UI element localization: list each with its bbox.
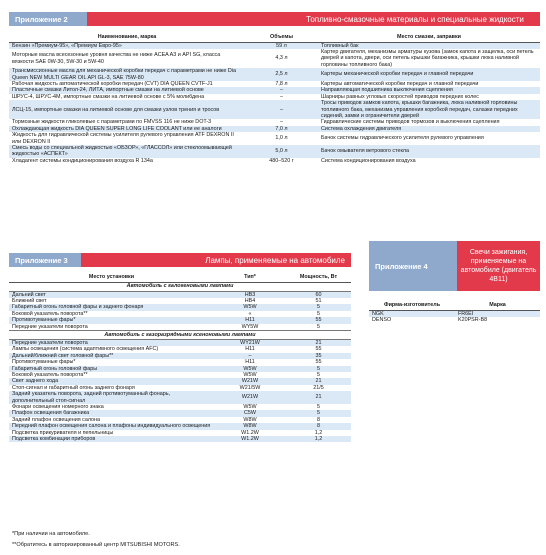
app3-cell: Фонари освещения номерного знака	[12, 404, 104, 410]
app3-cell: 1,2	[314, 429, 323, 436]
app3-cell: 21	[315, 378, 322, 385]
app3-cell: Противотуманные фары*	[12, 359, 76, 366]
app3-cell: Задний плафон освещения салона	[12, 416, 101, 423]
app3-cell: Свет заднего хода	[12, 378, 59, 385]
app2-cell: –	[280, 106, 283, 113]
app3-cell: W5W	[243, 404, 257, 410]
app3-cell: WY21W	[240, 339, 260, 346]
app3-header-place: Место установки	[9, 273, 214, 282]
app3-title: Лампы, применяемые на автомобиле	[81, 253, 351, 267]
app3-cell: W21/5W	[239, 384, 261, 391]
app3-cell: Лампы освещения (система адаптивного освещения AFC)	[12, 346, 159, 353]
app3-cell: H11	[245, 346, 255, 353]
app4-cell: FR6EI	[458, 310, 474, 317]
app2-cell: Картеры автоматической коробки передач и главной передачи	[321, 80, 479, 87]
app2-cell: –	[280, 119, 283, 126]
app2-cell: ЛСЦ-15, импортные смазки на литиевой основе для смазки узлов трения и тросов	[12, 106, 220, 113]
app3-cell: 1,2	[314, 436, 323, 443]
app2-header-name: Наименование, марка	[9, 33, 245, 42]
app2-table	[9, 33, 540, 164]
app2-cell: Рабочая жидкость автоматической коробки передач (CVT) DIA QUEEN CVTF-J1	[12, 80, 213, 87]
app3-cell: 55	[315, 359, 322, 366]
app3-table	[9, 273, 351, 442]
app2-label: Приложение 2	[9, 12, 87, 26]
app2-cell: 1,0 л	[275, 135, 288, 142]
app3-cell: «	[248, 310, 252, 317]
app3-cell: 21	[315, 339, 322, 346]
app3-cell: Противотуманные фары*	[12, 317, 76, 324]
app3-cell: 35	[315, 352, 322, 359]
app3-cell: Дальний свет	[12, 291, 46, 298]
app3-cell: 5	[317, 410, 320, 417]
app2-row	[9, 145, 540, 158]
app3-cell: Габаритный огонь головной фары	[12, 365, 98, 372]
app3-cell: 51	[315, 297, 322, 304]
app3-cell: Подсветка комбинации приборов	[12, 436, 96, 443]
app3-cell: Передний плафон освещения салона и плафоны индивидуального освещения	[12, 423, 211, 430]
app2-band	[87, 12, 290, 26]
app3-row	[9, 391, 351, 404]
app3-cell: –	[248, 352, 252, 359]
app4-cell: DENSO	[372, 316, 392, 323]
app3-section-heading	[9, 330, 351, 339]
app2-cell: 480–520 г	[269, 157, 294, 164]
app2-cell: Шарниры равных угловых скоростей приводов передних колес	[321, 93, 479, 100]
app3-cell: Боковой указатель поворота**	[12, 371, 88, 378]
app2-cell: Тормозные жидкости гликолевые с параметрами по FMVSS 116 не ниже DOT-3	[12, 119, 212, 126]
app3-cell: HB3	[244, 291, 256, 298]
app2-row	[9, 100, 540, 119]
app2-row	[9, 132, 540, 145]
app2-cell: Топливный бак	[321, 42, 359, 49]
app3-section-title: Автомобиль с газоразрядными ксеноновыми лампами	[9, 330, 351, 339]
app3-label: Приложение 3	[9, 253, 81, 267]
app2-cell: Смесь воды со специальной жидкостью «ОБЗОР», «ГЛАССОЛ» или стеклоомывающей жидкостью «АСПЕКТ»	[12, 145, 232, 158]
app4-cell: K20PSR-B8	[458, 316, 488, 323]
app2-cell: –	[280, 87, 283, 94]
app2-cell: Тросы приводов замков капота, крышки багажника, люка наливной горловины топливного бака, механизма управления коробкой передач, салазки передних сидений, замки и ограничители дверей	[321, 100, 518, 119]
app3-section-heading	[9, 282, 351, 291]
app2-cell: 2,5 л	[275, 71, 288, 78]
app3-header-power: Мощность, Вт	[286, 273, 351, 282]
app3-header-type: Тип*	[214, 273, 286, 282]
app2-cell: Трансмиссионные масла для механической коробки передач с параметрами не ниже Dia Queen NEW MULTI GEAR OIL API GL-3, SAE 75W-80	[12, 68, 236, 81]
app2-cell: 5,0 л	[275, 148, 288, 155]
app3-cell: 8	[317, 423, 320, 430]
app2-cell: –	[280, 93, 283, 100]
app3-cell: 21/5	[313, 384, 324, 391]
app3-cell: Дальний/ближний свет головной фары**	[12, 352, 114, 359]
app3-cell: WY5W	[241, 323, 259, 330]
app4-header-maker: Фирма-изготовитель	[369, 301, 455, 310]
app2-cell: Бачок омывателя ветрового стекла	[321, 148, 410, 155]
app4-row	[369, 310, 540, 317]
app2-cell: Бензин «Премиум-95», «Премиум Евро-95»	[12, 42, 122, 49]
app3-cell: 60	[315, 291, 322, 298]
app3-cell: 5	[317, 323, 320, 330]
app3-cell: Стоп-сигнал и габаритный огонь заднего фонаря	[12, 384, 135, 391]
app3-row	[9, 291, 351, 298]
app4-title: Свечи зажигания, применяемые на автомобиле (двигатель 4B11)	[457, 241, 540, 291]
app3-cell: Габаритный огонь головной фары и заднего фонаря	[12, 304, 144, 311]
app3-cell: Ближний свет	[12, 297, 47, 304]
app3-cell: Передние указатели поворота	[12, 339, 88, 346]
app3-cell: W21W	[241, 378, 259, 385]
app3-cell: W8W	[243, 416, 257, 423]
app2-cell: Пластичные смазки Литол-24, ЛИТА, импортные смазки на литиевой основе	[12, 87, 204, 94]
app2-cell: Хладагент системы кондиционирования воздуха R 134a	[12, 157, 153, 164]
app3-cell: 5	[317, 404, 320, 410]
app3-cell: 8	[317, 416, 320, 423]
app3-cell: 5	[317, 310, 320, 317]
app2-cell: 59 л	[276, 42, 287, 49]
app3-cell: Передние указатели поворота	[12, 323, 88, 330]
app2-cell: Моторные масла всесезонные уровня качества не ниже ACEA A3 и API SG, класса вязкости SAE 0W-30, 5W-30 и 5W-40	[12, 52, 221, 65]
app3-cell: HB4	[244, 297, 256, 304]
app3-cell: W1.2W	[241, 429, 259, 436]
app2-cell: 4,3 л	[275, 55, 288, 62]
app3-cell: 5	[317, 304, 320, 311]
app2-row	[9, 68, 540, 81]
app3-cell: 55	[315, 346, 322, 353]
app3-cell: Задний указатель поворота, задний противотуманный фонарь, дополнительный стоп-сигнал	[12, 391, 171, 404]
app3-cell: W8W	[243, 423, 257, 430]
app3-row	[9, 436, 351, 442]
app2-cell: ШРУС-4, ШРУС-4М, импортные смазки на литиевой основе с 5% молибдена	[12, 93, 205, 100]
footnote-2: **Обратитесь в авторизированный центр MITSUBISHI MOTORS.	[12, 542, 180, 548]
app3-cell: W1.2W	[241, 436, 259, 443]
app3-cell: C5W	[244, 410, 256, 417]
app4-cell: NGK	[372, 310, 384, 317]
app3-cell: 21	[315, 394, 322, 401]
app3-cell: W5W	[243, 365, 257, 372]
app3-cell: Боковой указатель поворота**	[12, 310, 88, 317]
app2-header-volume: Объемы	[245, 33, 318, 42]
app3-cell: W5W	[243, 304, 257, 311]
app3-section-title: Автомобиль с галогеновыми лампами	[9, 282, 351, 291]
app2-header-place: Место смазки, заправки	[318, 33, 540, 42]
app3-cell: 5	[317, 365, 320, 372]
app2-cell: Гидравлические системы приводов тормозов и выключения сцепления	[321, 119, 500, 126]
app2-cell: Система кондиционирования воздуха	[321, 157, 416, 164]
app3-cell: W5W	[243, 371, 257, 378]
app4-header-brand: Марка	[455, 301, 540, 310]
app3-cell: W21W	[241, 394, 259, 401]
app2-cell: Охлаждающая жидкость DIA QUEEN SUPER LONG LIFE COOLANT или ее аналоги	[12, 125, 222, 132]
app3-cell: H11	[245, 317, 255, 324]
app3-cell: H11	[245, 359, 255, 366]
app2-cell: 7,8 л	[275, 80, 288, 87]
app2-cell: Картеры механической коробки передач и главной передачи	[321, 71, 474, 78]
app2-cell: Система охлаждения двигателя	[321, 125, 402, 132]
app2-cell: Бачок системы гидравлического усилителя рулевого управления	[321, 135, 484, 142]
footnote-1: *При наличии на автомобиле.	[12, 531, 90, 537]
app3-cell: Плафон освещения багажника	[12, 410, 90, 417]
app2-row	[9, 158, 540, 164]
app2-row	[9, 49, 540, 68]
app4-table	[369, 301, 540, 323]
app2-cell: Жидкость для гидравлической системы усилителя рулевого управления ATF DEXRON II или DEXRON II	[12, 132, 234, 145]
app4-label: Приложение 4	[369, 241, 457, 291]
app3-cell: 5	[317, 371, 320, 378]
app2-cell: 7,0 л	[275, 125, 288, 132]
app2-title: Топливно-смазочные материалы и специальные жидкости	[290, 12, 540, 26]
app3-cell: 55	[315, 317, 322, 324]
app2-cell: Картер двигателя, механизмы арматуры кузова (замок капота и защелка, оси петель дверей и капота, двери, оси петель крышки багажника, крышки люка наливной горловины топливного бака)	[321, 48, 534, 68]
app3-row	[9, 339, 351, 346]
app3-cell: Подсветка прикуривателя и пепельницы	[12, 429, 114, 436]
app3-row	[9, 324, 351, 331]
app2-cell: Направляющая подшипника выключения сцепления	[321, 87, 453, 94]
app4-row	[369, 317, 540, 323]
app2-row	[9, 42, 540, 49]
